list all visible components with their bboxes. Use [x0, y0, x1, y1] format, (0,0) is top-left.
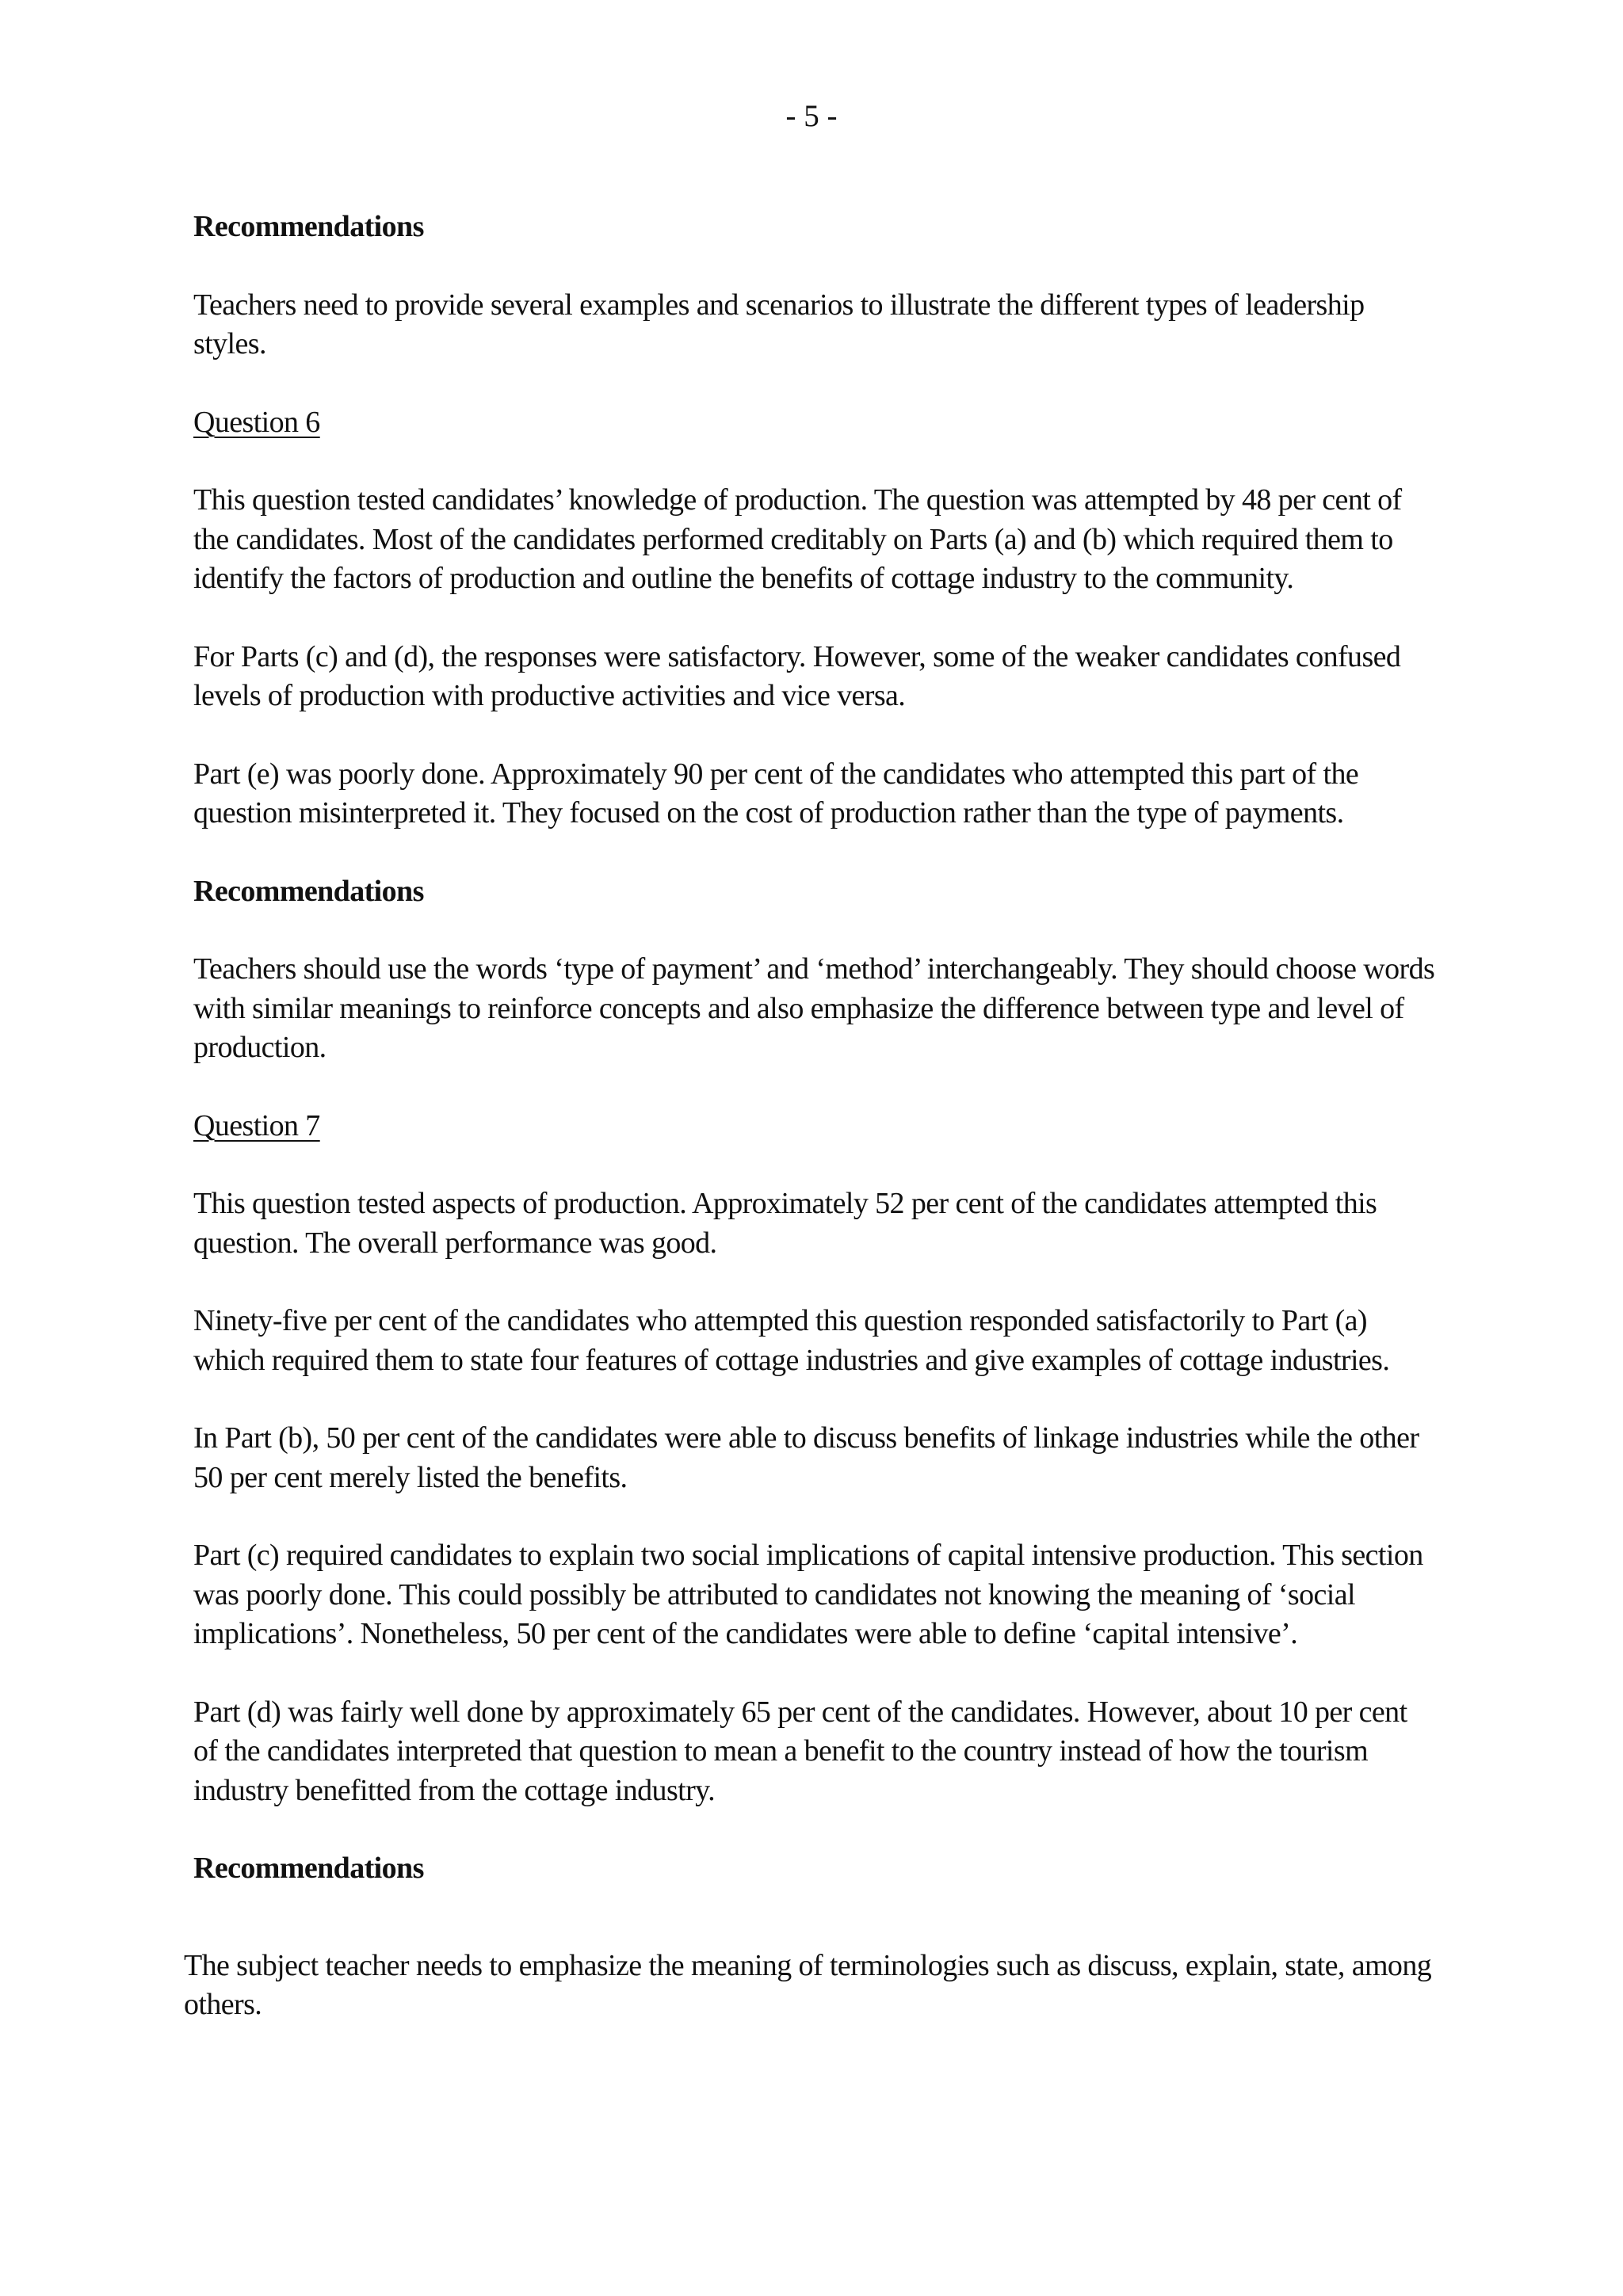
question-heading-6: Question 6 [193, 405, 320, 439]
section-heading-recommendations: Recommendations [193, 1852, 424, 1885]
paragraph: For Parts (c) and (d), the responses were satisfactory. However, some of the weaker candidates confused levels of production with productive activities and vice versa. [193, 639, 1401, 712]
paragraph: The subject teacher needs to emphasize the meaning of terminologies such as discuss, explain, state, among others. [184, 1948, 1432, 2021]
section-heading-recommendations: Recommendations [193, 210, 424, 243]
paragraph: Part (d) was fairly well done by approximately 65 per cent of the candidates. However, about 10 per cent of the candidates interpreted that question to mean a benefit to the country instead of how the tourism industry benefitted from the cottage industry. [193, 1695, 1407, 1807]
section-heading-recommendations: Recommendations [193, 874, 424, 908]
paragraph: Ninety-five per cent of the candidates who attempted this question responded satisfactorily to Part (a) which required them to state four features of cottage industries and give examples of cottage industries. [193, 1304, 1390, 1377]
paragraph: In Part (b), 50 per cent of the candidates were able to discuss benefits of linkage industries while the other 50 per cent merely listed the benefits. [193, 1421, 1419, 1494]
paragraph: Part (e) was poorly done. Approximately 90 per cent of the candidates who attempted this part of the question misinterpreted it. They focused on the cost of production rather than the type of payments. [193, 757, 1359, 830]
paragraph: Teachers need to provide several examples and scenarios to illustrate the different types of leadership styles. [193, 288, 1365, 360]
paragraph: Part (c) required candidates to explain two social implications of capital intensive production. This section was poorly done. This could possibly be attributed to candidates not knowing the meaning of ‘social implications’. Nonetheless, 50 per cent of the candidates were able to define ‘capital intensive’. [193, 1539, 1423, 1650]
document-body [184, 208, 1438, 2025]
paragraph: Teachers should use the words ‘type of payment’ and ‘method’ interchangeably. They should choose words with similar meanings to reinforce concepts and also emphasize the difference between type and level of production. [193, 952, 1435, 1064]
paragraph: This question tested candidates’ knowledge of production. The question was attempted by 48 per cent of the candidates. Most of the candidates performed creditably on Parts (a) and (b) which required them to identify the factors of production and outline the benefits of cottage industry to the community. [193, 483, 1402, 595]
page-number: - 5 - [785, 99, 838, 133]
paragraph: This question tested aspects of production. Approximately 52 per cent of the candidates attempted this question. The overall performance was good. [193, 1187, 1377, 1260]
question-heading-7: Question 7 [193, 1108, 320, 1142]
